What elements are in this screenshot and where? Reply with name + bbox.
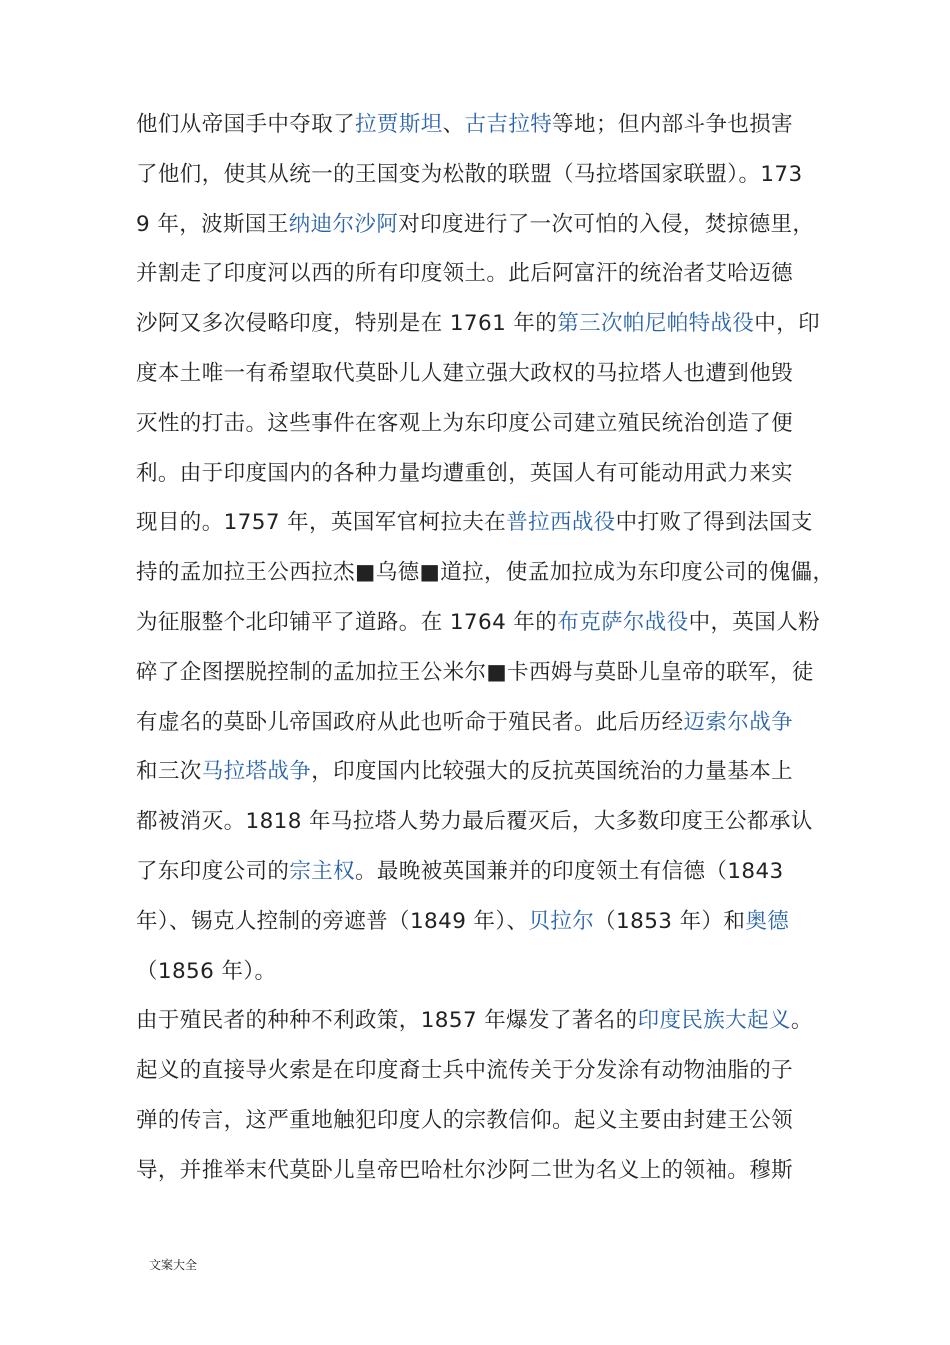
text-run: 9 年，波斯国王 — [136, 211, 289, 237]
wiki-link[interactable]: 迈索尔战争 — [683, 709, 794, 735]
text-line — [136, 747, 836, 797]
text-line — [136, 1046, 836, 1096]
wiki-link[interactable]: 第三次帕尼帕特战役 — [557, 311, 755, 337]
wiki-link[interactable]: 奥德 — [745, 908, 790, 934]
text-line — [136, 897, 836, 947]
text-line — [136, 349, 836, 399]
text-run: 中，英国人粉 — [688, 610, 820, 635]
text-run: 导，并推举末代莫卧儿皇帝巴哈杜尔沙阿二世为名义上的领袖。穆斯 — [136, 1157, 794, 1183]
text-run: 年）、锡克人控制的旁遮普（1849 年）、 — [136, 908, 529, 934]
text-line — [136, 498, 836, 548]
text-run: 并割走了印度河以西的所有印度领土。此后阿富汗的统治者艾哈迈德 — [136, 261, 794, 287]
text-line — [136, 797, 836, 847]
wiki-link[interactable]: 纳迪尔沙阿 — [288, 211, 399, 237]
text-run: 灭性的打击。这些事件在客观上为东印度公司建立殖民统治创造了便 — [136, 410, 794, 436]
text-line — [136, 996, 836, 1046]
text-run: 他们从帝国手中夺取了 — [136, 112, 356, 137]
text-line — [136, 299, 836, 349]
text-line — [136, 150, 836, 200]
text-run: 沙阿又多次侵略印度，特别是在 1761 年的 — [136, 311, 558, 337]
wiki-link[interactable]: 拉贾斯坦 — [355, 112, 443, 137]
text-run: 了东印度公司的 — [136, 859, 290, 884]
text-run: 对印度进行了一次可怕的入侵，焚掠德里， — [398, 211, 815, 237]
text-run: 都被消灭。1818 年马拉塔人势力最后覆灭后，大多数印度王公都承认 — [136, 809, 813, 835]
text-line — [136, 100, 836, 150]
wiki-link[interactable]: 古吉拉特 — [464, 112, 553, 137]
text-line — [136, 648, 836, 698]
text-run: ，印度国内比较强大的反抗英国统治的力量基本上 — [311, 759, 794, 785]
text-run: 现目的。1757 年，英国军官柯拉夫在 — [136, 510, 507, 536]
text-line — [136, 200, 836, 250]
text-run: 弹的传言，这严重地触犯印度人的宗教信仰。起义主要由封建王公领 — [136, 1108, 794, 1133]
wiki-link[interactable]: 贝拉尔 — [528, 908, 595, 934]
text-line — [136, 399, 836, 449]
text-line — [136, 249, 836, 299]
text-run: 了他们，使其从统一的王国变为松散的联盟（马拉塔国家联盟）。173 — [136, 161, 803, 187]
text-line — [136, 947, 836, 997]
text-line — [136, 1096, 836, 1146]
text-run: 有虚名的莫卧儿帝国政府从此也听命于殖民者。此后历经 — [136, 709, 684, 735]
text-line — [136, 1146, 836, 1196]
text-run: 由于殖民者的种种不利政策，1857 年爆发了著名的 — [136, 1008, 638, 1034]
footer-text: 文案大全 — [149, 1258, 198, 1272]
text-run: 、 — [442, 112, 465, 137]
wiki-link[interactable]: 马拉塔战争 — [201, 759, 312, 785]
wiki-link[interactable]: 普拉西战役 — [506, 510, 616, 536]
text-line — [136, 449, 836, 499]
text-run: 持的孟加拉王公西拉杰■乌德■道拉，使孟加拉成为东印度公司的傀儡， — [136, 560, 835, 586]
text-line — [136, 698, 836, 748]
text-run: 度本土唯一有希望取代莫卧儿人建立强大政权的马拉塔人也遭到他毁 — [136, 361, 794, 386]
text-run: 和三次 — [136, 759, 202, 785]
text-run: 等地；但内部斗争也损害 — [552, 112, 794, 137]
wiki-link[interactable]: 宗主权 — [289, 859, 356, 884]
text-run: 中打败了得到法国支 — [615, 510, 813, 536]
text-run: （1853 年）和 — [594, 908, 746, 934]
text-line — [136, 847, 836, 897]
text-run: 为征服整个北印铺平了道路。在 1764 年的 — [136, 610, 558, 635]
wiki-link[interactable]: 印度民族大起义 — [637, 1008, 791, 1034]
text-run: 利。由于印度国内的各种力量均遭重创，英国人有可能动用武力来实 — [136, 460, 794, 486]
text-line — [136, 548, 836, 598]
text-run: 。最晚被英国兼并的印度领土有信德（1843 — [355, 859, 784, 884]
text-run: 起义的直接导火索是在印度裔士兵中流传关于分发涂有动物油脂的子 — [136, 1058, 794, 1084]
text-run: 。 — [790, 1008, 813, 1034]
text-run: 碎了企图摆脱控制的孟加拉王公米尔■卡西姆与莫卧儿皇帝的联军，徒 — [136, 659, 814, 685]
text-run: （1856 年）。 — [136, 958, 277, 984]
wiki-link[interactable]: 布克萨尔战役 — [557, 610, 689, 635]
text-run: 中，印 — [754, 311, 820, 337]
text-line — [136, 598, 836, 648]
